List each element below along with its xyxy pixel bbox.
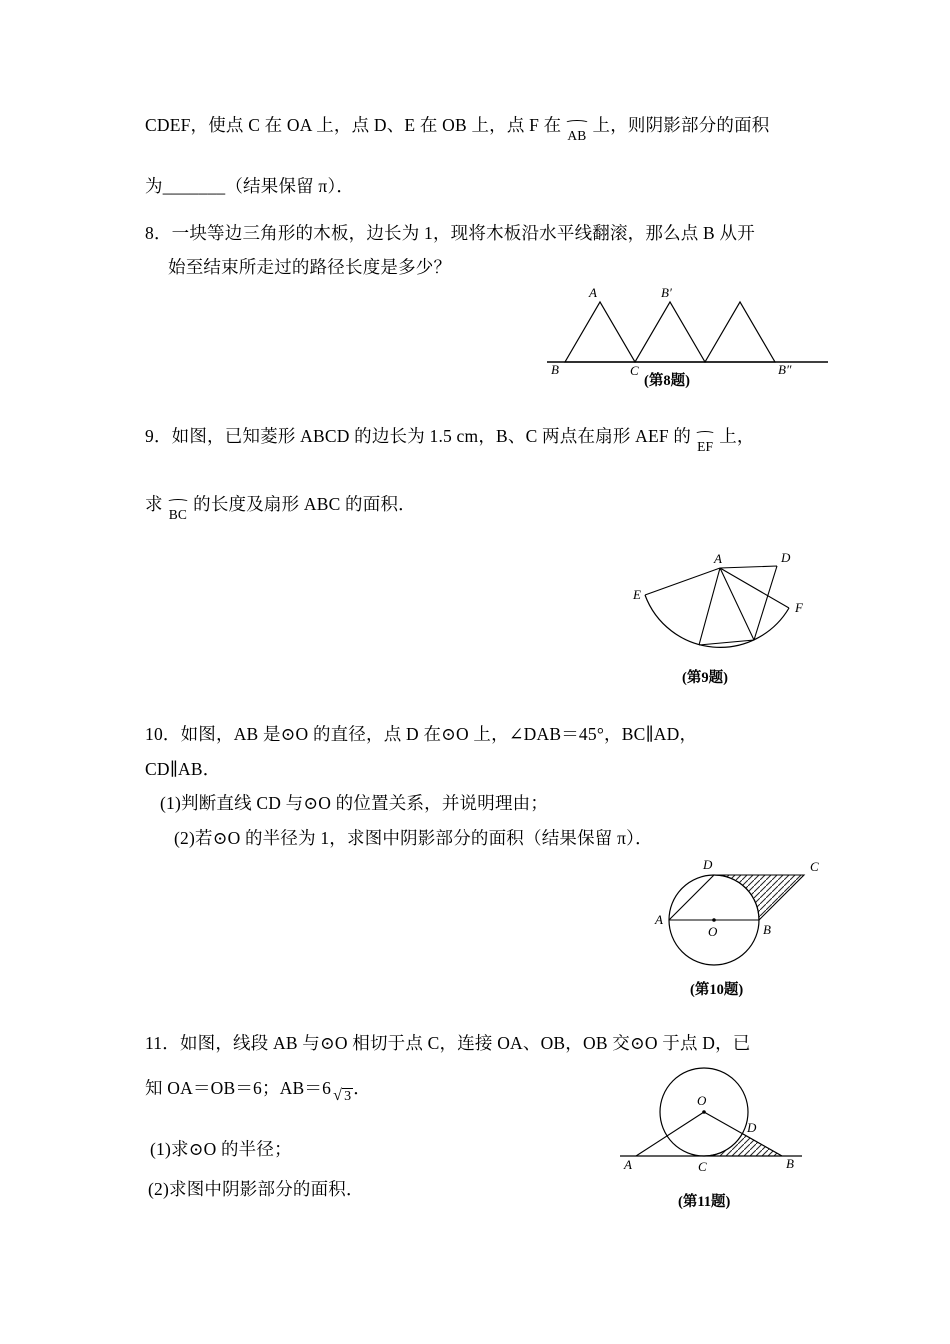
- label-O: O: [697, 1093, 707, 1108]
- center-dot: [702, 1110, 706, 1114]
- p10-sub2: (2)若⊙O 的半径为 1，求图中阴影部分的面积（结果保留 π）．: [174, 828, 653, 848]
- p10-text-line2: CD∥AB．: [145, 759, 221, 779]
- p11-line2-pre: 知 OA＝OB＝6；AB＝6: [145, 1078, 332, 1098]
- p7-line1-pre: CDEF，使点 C 在 OA 上，点 D、E 在 OB 上，点 F 在: [145, 115, 562, 135]
- sqrt-radicand: 3: [344, 1089, 352, 1104]
- p9-line2-post: 的长度及扇形 ABC 的面积．: [193, 494, 416, 514]
- arc-BC-text: BC: [168, 507, 188, 522]
- arc-icon: [695, 431, 715, 437]
- sector-and-rhombus-edges: [645, 566, 789, 645]
- arc-icon: [565, 120, 588, 126]
- p9-text-line1: [145, 424, 755, 454]
- radical-icon: √: [333, 1087, 343, 1104]
- figure-problem10: [652, 856, 830, 979]
- label-O: O: [708, 924, 718, 939]
- figure10-caption: (第10题): [690, 982, 744, 998]
- label-E: E: [633, 587, 641, 602]
- p7-text-line1: [145, 113, 770, 143]
- label-C: C: [698, 1159, 707, 1174]
- figure-problem9: [632, 552, 827, 669]
- sqrt-3-notation: [333, 1084, 353, 1107]
- arc-icon: [167, 499, 189, 505]
- circle-tangent-line-diagram: [612, 1060, 810, 1186]
- triangle-position-2: [635, 302, 705, 362]
- p8-text-line1: 8．一块等边三角形的木板，边长为 1，现将木板沿水平线翻滚，那么点 B 从开: [145, 223, 755, 243]
- label-A: A: [714, 552, 722, 566]
- label-B: B: [786, 1156, 794, 1171]
- p10-text-line1: 10．如图，AB 是⊙O 的直径，点 D 在⊙O 上，∠DAB＝45°，BC∥AD，: [145, 724, 698, 744]
- sector-arc: [645, 595, 789, 647]
- label-B-double-prime: B″: [778, 362, 792, 376]
- p9-line2-pre: 求: [145, 494, 163, 514]
- p11-text-line2: [145, 1076, 371, 1107]
- p8-text-line2: 始至结束所走过的路径长度是多少？: [168, 257, 452, 277]
- label-D: D: [781, 552, 791, 565]
- triangle-position-3: [705, 302, 775, 362]
- circle-tangent-diagram: [652, 856, 830, 974]
- arc-EF-notation: [697, 438, 713, 454]
- label-B: B: [551, 362, 559, 376]
- chord-AD: [669, 875, 714, 920]
- figure11-caption: (第11题): [678, 1194, 731, 1210]
- p7-text-line2: 为_______（结果保留 π）．: [145, 176, 355, 196]
- segment-OA: [636, 1112, 704, 1156]
- arc-AB-notation: [567, 127, 586, 143]
- p11-text-line1: 11．如图，线段 AB 与⊙O 相切于点 C，连接 OA、OB，OB 交⊙O 于点 D，已: [145, 1033, 751, 1053]
- arc-EF-text: EF: [697, 439, 714, 454]
- triangle-position-1: [565, 302, 635, 362]
- p7-line1-post: 上，则阴影部分的面积: [592, 115, 770, 135]
- p10-sub1: (1)判断直线 CD 与⊙O 的位置关系，并说明理由；: [160, 793, 549, 813]
- p11-sub2: (2)求图中阴影部分的面积．: [148, 1179, 364, 1199]
- arc-BC-notation: [169, 506, 187, 522]
- p11-line2-post: ．: [353, 1078, 371, 1098]
- arc-AB-text: AB: [567, 128, 587, 143]
- label-D: D: [703, 857, 713, 872]
- figure-problem8: [545, 284, 840, 381]
- label-A: A: [589, 285, 597, 300]
- figure9-caption: (第9题): [682, 670, 728, 686]
- p9-line1-pre: 9．如图，已知菱形 ABCD 的边长为 1.5 cm，B、C 两点在扇形 AEF 的: [145, 426, 692, 446]
- label-C: C: [630, 363, 639, 376]
- label-A: A: [624, 1157, 632, 1172]
- label-B: B: [763, 922, 771, 937]
- center-dot: [712, 918, 716, 922]
- rolling-triangle-diagram: [545, 284, 840, 376]
- p9-line1-post: 上，: [719, 426, 755, 446]
- label-B-prime: B′: [661, 285, 672, 300]
- figure-problem11: [612, 1060, 810, 1191]
- label-D: D: [747, 1120, 757, 1135]
- label-F: F: [795, 600, 803, 615]
- label-A: A: [655, 912, 663, 927]
- label-C: C: [810, 859, 819, 874]
- sector-rhombus-diagram: [632, 552, 827, 664]
- figure8-caption: (第8题): [644, 373, 690, 389]
- p9-text-line2: [145, 492, 416, 522]
- shaded-region: [704, 1134, 782, 1156]
- p11-sub1: (1)求⊙O 的半径；: [150, 1139, 292, 1159]
